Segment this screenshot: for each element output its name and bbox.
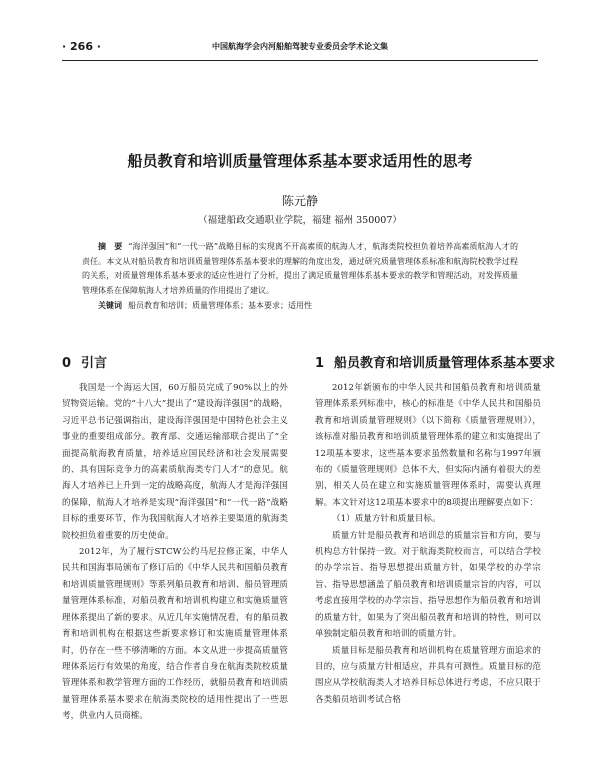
section-number: 1 <box>315 356 325 371</box>
paragraph: 2012年，为了履行STCW公约马尼拉修正案，中华人民共和国海事局颁布了修订后的《中华人民共和国船员教育和培训质量管理规则》等系列船员教育和培训、船员管理质量管理体系标准，对船员教育和培训机构建立和实施质量管理体系提出了新的要求。从近几年实施情况看，有的船员教育和培训机构在根据这些新要求修订和实施质量管理体系时，仍存在一些不够清晰的方面。本文从进一步提高质量管理体系运行有效果的角度，结合作者自身在航海类院校质量管理体系和教学管理方面的工作经历，就船员教育和培训质量管理体系基本要求在航海类院校的适用性提出了一些思考，供业内人员商榷。 <box>62 547 288 722</box>
right-column <box>315 380 541 708</box>
list-item-heading: （1）质量方针和质量目标。 <box>332 514 441 525</box>
keywords-label: 关键词 <box>98 301 122 310</box>
section-number: 0 <box>62 356 72 371</box>
paragraph: 质量方针是船员教育和培训总的质量宗旨和方向，要与机构总方针保持一致。对于航海类院校而言，可以结合学校的办学宗旨、指导思想提出质量方针，如果学校的办学宗旨、指导思想涵盖了船员教育和培训质量宗旨的内容，可以考虑直接用学校的办学宗旨、指导思想作为船员教育和培训的质量方针，如果为了突出船员教育和培训的特性，则可以单独制定船员教育和培训的质量方针。 <box>315 530 541 640</box>
keywords <box>82 300 518 311</box>
section-title: 船员教育和培训质量管理体系基本要求 <box>334 356 556 371</box>
keywords-text: 船员教育和培训；质量管理体系；基本要求；适用性 <box>128 301 312 310</box>
page-number: · 266 · <box>62 40 101 53</box>
left-column <box>62 380 288 725</box>
running-header <box>62 40 538 58</box>
journal-title: 中国航海学会内河船舶驾驶专业委员会学术论文集 <box>212 42 388 51</box>
author-name: 陈元静 <box>281 194 318 208</box>
paragraph: 2012年新颁布的中华人民共和国船员教育和培训质量管理体系系列标准中，核心的标准是《中华人民共和国船员教育和培训质量管理规则》（以下简称《质量管理规则》），该标准对船员教育和培训质量管理体系的建立和实施提出了12项基本要求，这些基本要求虽然数量和名称与1997年颁布的《质量管理规则》总体不大，但实际内涵有着很大的差别，相关人员在建立和实施质量管理体系时，需要认真理解。本文针对这12项基本要求中的8项提出理解要点如下： <box>315 383 541 508</box>
header-rule <box>62 60 538 61</box>
abstract-label: 摘 要 <box>98 242 123 251</box>
paragraph: 我国是一个海运大国，60万船员完成了90%以上的外贸物资运输。党的“十八大”提出了“建设海洋强国”的战略，习近平总书记强调指出，建设海洋强国是中国特色社会主义事业的重要组成部分。教育部、交通运输部联合提出了“全面提高航海教育质量，培养适应国民经济和社会发展需要的、具有国际竞争力的高素质航海类专门人才”的意见。航海人才培养已上升到一定的战略高度，航海人才是海洋强国的保障，航海人才培养是实现“海洋强国”和“一代一路”战略目标的重要环节，作为我国航海人才培养主要渠道的航海类院校担负着重要的历史使命。 <box>62 383 288 541</box>
section-heading-introduction <box>62 352 107 371</box>
abstract-text: “海洋强国”和“一代一路”战略目标的实现离不开高素质的航海人才，航海类院校担负着培养高素质航海人才的责任。本文从对船员教育和培训质量管理体系基本要求的理解的角度出发，通过研究质量管理体系标准和航海院校教学过程的关系，对质量管理体系基本要求的适应性进行了分析，提出了满足质量管理体系基本要求的教学和管理活动，对发挥质量管理体系在保障航海人才培养质量的作用提出了建议。 <box>82 242 518 295</box>
author-affiliation: （福建船政交通职业学院，福建 福州 350007） <box>198 215 402 226</box>
paper-title: 船员教育和培训质量管理体系基本要求适用性的思考 <box>127 152 473 170</box>
section-title: 引言 <box>81 356 108 371</box>
abstract <box>82 240 518 298</box>
section-heading-requirements <box>315 352 555 371</box>
paragraph: 质量目标是船员教育和培训机构在质量管理方面追求的目的，应与质量方针相适应，并具有可测性。质量目标的范围应从学校航海类人才培养目标总体进行考虑，不应只限于各类船员培训考试合格 <box>315 645 541 705</box>
